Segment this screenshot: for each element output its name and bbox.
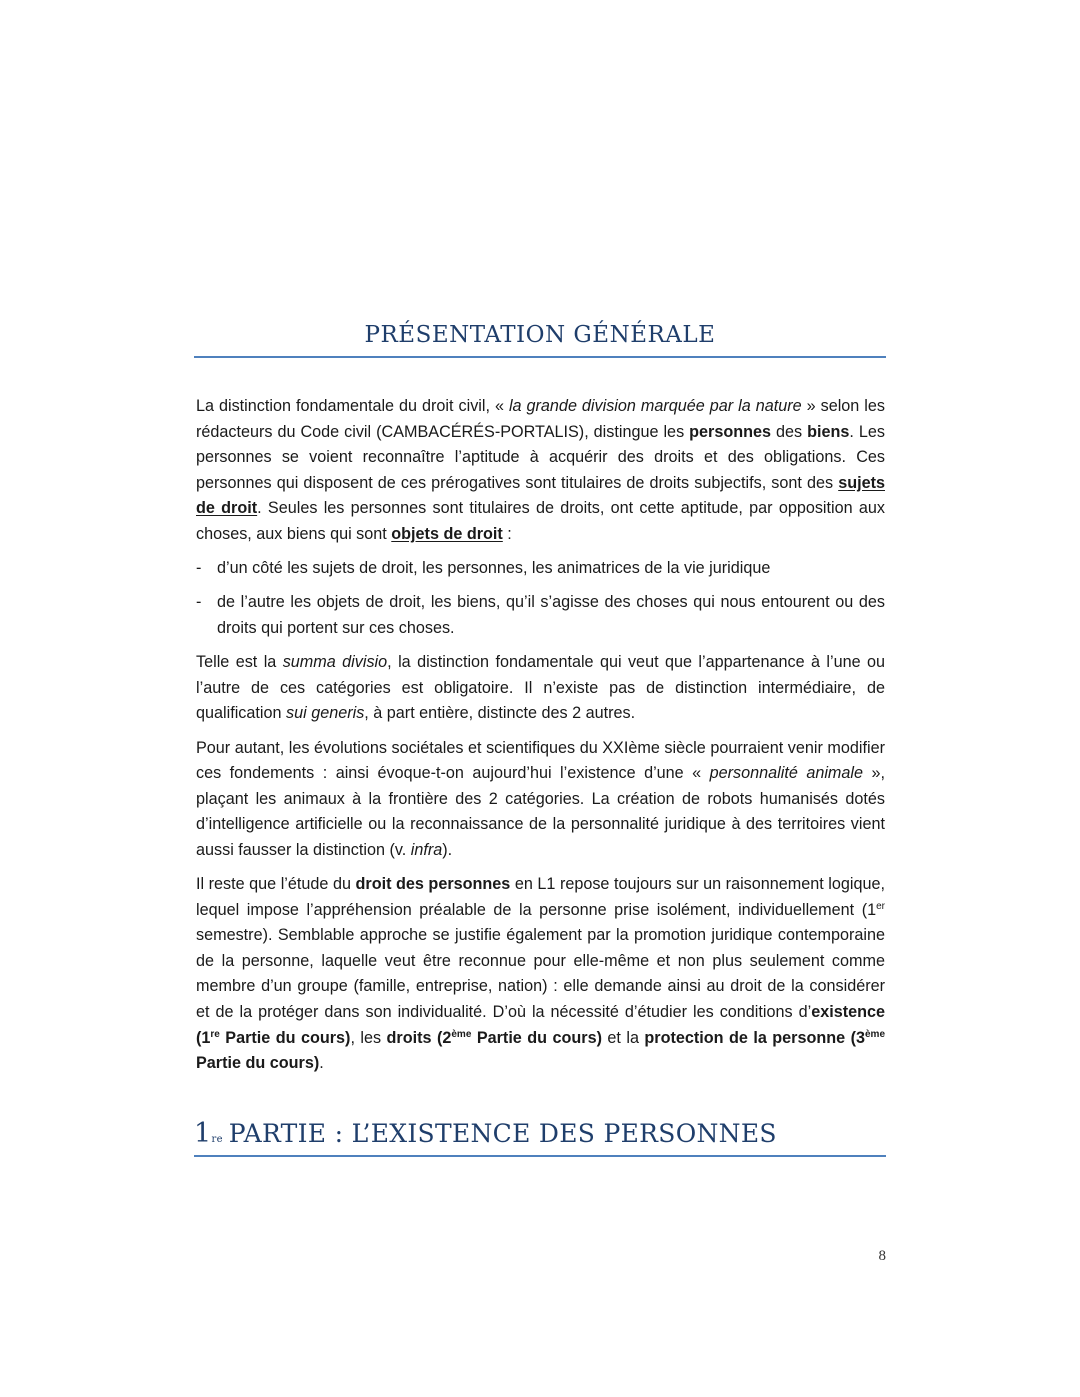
text-span: et la [601, 1028, 645, 1047]
part-number: 1 [194, 1118, 212, 1149]
text-span: , les [350, 1028, 387, 1047]
list-item [196, 556, 885, 582]
list-item-text: d’un côté les sujets de droit, les personnes, les animatrices de la vie juridique [217, 559, 771, 578]
paragraph-plan [196, 872, 885, 1077]
superscript: re [210, 1028, 220, 1040]
text-span: . Seules les personnes sont titulaires de droits, ont cette aptitude, par opposition aux choses, aux biens qui sont [196, 499, 885, 543]
superscript: ème [451, 1028, 472, 1040]
text-span: Pour autant, les évolutions sociétales et scientifiques du XXIème siècle pourraient venir modifier ces fondements : ainsi évoque-t-on aujourd’hui l’existence d’une « [196, 738, 885, 783]
body-text [196, 394, 885, 1085]
text-span: : [502, 524, 512, 543]
term-personnes: personnes [689, 422, 772, 441]
text-span: droits (2 [386, 1028, 452, 1047]
text-span: Partie du cours) [471, 1028, 602, 1047]
superscript: ème [865, 1028, 886, 1040]
paragraph-evolutions [196, 736, 885, 864]
text-span: semestre). Semblable approche se justifie également par la promotion juridique contemporaine de la personne, laquelle veut être reconnue pour elle-même et non plus seulement comme membre d’un groupe (famille, entreprise, nation) : elle demande ainsi au droit de la considérer et de la protéger dans son individualité. D’où la nécessité d’étudier les conditions d’ [196, 926, 885, 1022]
text-span: . Les personnes se voient reconnaître l’aptitude à acquérir des droits et des obligations. Ces personnes qui disposent de ces prérogatives sont titulaires de droits subjectifs, sont des [196, 422, 885, 492]
paragraph-summa-divisio [196, 650, 885, 727]
term-droits [387, 1029, 602, 1047]
text-span: Il reste que l’étude du [196, 875, 356, 894]
text-span: La distinction fondamentale du droit civil, « [196, 397, 509, 415]
quote-italic: la grande division marquée par la nature [508, 397, 802, 415]
text-span: ). [442, 840, 453, 859]
term-biens: biens [807, 422, 850, 441]
part-title-text: PARTIE : L’EXISTENCE DES PERSONNES [228, 1119, 777, 1148]
term-objets-de-droit: objets de droit [391, 524, 503, 543]
text-span: en L1 repose toujours sur un raisonnement logique, lequel impose l’appréhension préalable de la personne prise isolément, individuellement (1 [196, 875, 885, 919]
term-droit-des-personnes: droit des personnes [355, 875, 511, 894]
list-item-text: de l’autre les objets de droit, les biens, qu’il s’agisse des choses qui nous entourent ou des droits qui portent sur ces choses. [217, 593, 885, 637]
text-span: Partie du cours) [219, 1028, 351, 1047]
text-span: existence (1 [196, 1003, 885, 1047]
text-span: des [771, 422, 808, 441]
term-sujets-de-droit: sujets de droit [196, 473, 885, 518]
page-number: 8 [878, 1248, 886, 1264]
bullet-list [196, 556, 885, 641]
text-span: , la distinction fondamentale qui veut que l’appartenance à l’une ou l’autre de ces catégories est obligatoire. Il n’existe pas de distinction intermédiaire, de qualification [196, 653, 885, 723]
superscript: er [876, 900, 885, 912]
part-number-suffix: re [211, 1134, 223, 1145]
list-item [196, 590, 885, 641]
text-span: » selon les rédacteurs du Code civil (CAMBACÉRÉS-PORTALIS), distingue les [196, 397, 885, 441]
section-title: PRÉSENTATION GÉNÉRALE [194, 322, 886, 358]
text-span: Telle est la [196, 653, 283, 672]
paragraph-intro [196, 394, 885, 548]
part-title [194, 1118, 886, 1157]
term-infra: infra [410, 840, 443, 859]
term-summa-divisio: summa divisio [282, 653, 388, 672]
text-span: protection de la personne (3 [644, 1028, 865, 1047]
text-span: , à part entière, distincte des 2 autres. [364, 704, 636, 723]
bullet-marker: - [196, 593, 202, 612]
term-personnalite-animale: personnalité animale [709, 764, 864, 783]
text-span: Partie du cours) [196, 1054, 320, 1073]
text-span: . [319, 1054, 324, 1073]
text-span: », plaçant les animaux à la frontière des 2 catégories. La création de robots humanisés dotés d’intelligence artificielle ou la reconnaissance de la personnalité juridique à des territoires vient aussi fausser la distinction (v. [196, 764, 885, 859]
term-sui-generis: sui generis [286, 704, 365, 723]
bullet-marker: - [196, 559, 202, 578]
